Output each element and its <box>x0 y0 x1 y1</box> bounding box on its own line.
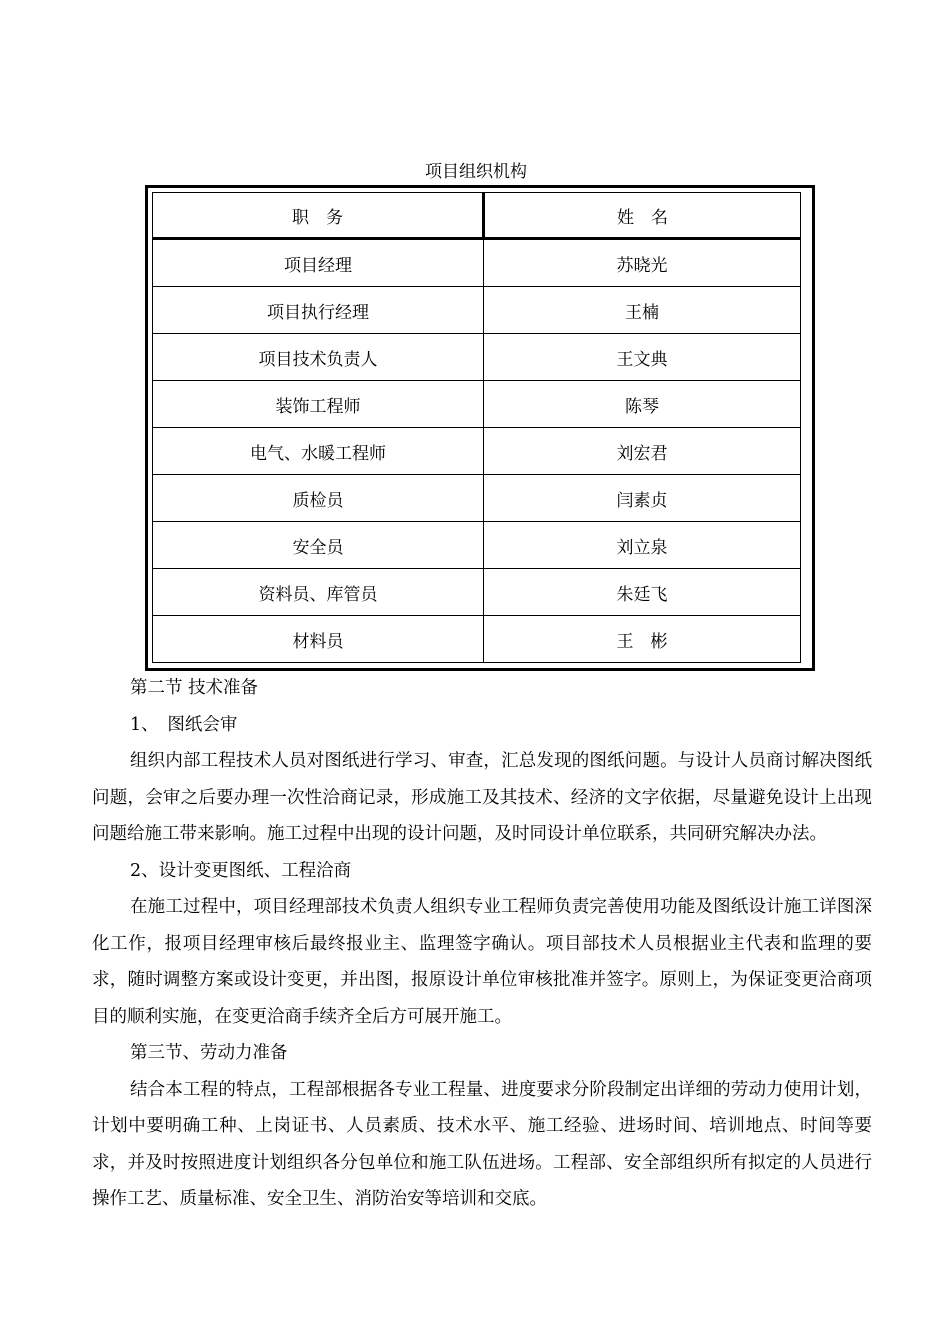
section-title: 第二节 技术准备 <box>130 678 259 698</box>
table-row <box>153 475 801 522</box>
table-row <box>153 428 801 475</box>
table-row <box>153 569 801 616</box>
cell-role: 安全员 <box>153 522 484 569</box>
cell-name: 闫素贞 <box>484 475 801 522</box>
paragraph: 在施工过程中，项目经理部技术负责人组织专业工程师负责完善使用功能及图纸设计施工详图深化工作，报项目经理审核后最终报业主、监理签字确认。项目部技术人员根据业主代表和监理的要求，随时调整方案或设计变更，并出图，报原设计单位审核批准并签字。原则上，为保证变更洽商项目的顺利实施，在变更洽商手续齐全后方可展开施工。 <box>92 897 872 1027</box>
cell-role: 材料员 <box>153 616 484 663</box>
cell-role: 项目执行经理 <box>153 287 484 334</box>
cell-name: 王楠 <box>484 287 801 334</box>
item-title: 2、设计变更图纸、工程洽商 <box>130 860 352 881</box>
cell-name: 王文典 <box>484 334 801 381</box>
paragraph: 结合本工程的特点，工程部根据各专业工程量、进度要求分阶段制定出详细的劳动力使用计划，计划中要明确工种、上岗证书、人员素质、技术水平、施工经验、进场时间、培训地点、时间等要求，并及时按照进度计划组织各分包单位和施工队伍进场。工程部、安全部组织所有拟定的人员进行操作工艺、质量标准、安全卫生、消防治安等培训和交底。 <box>92 1079 872 1209</box>
table-caption: 项目组织机构 <box>425 162 527 182</box>
table-row <box>153 239 801 287</box>
cell-name: 朱廷飞 <box>484 569 801 616</box>
cell-role: 装饰工程师 <box>153 381 484 428</box>
header-role: 职 务 <box>153 193 484 239</box>
org-table <box>152 192 801 663</box>
body-text <box>92 670 872 1218</box>
table-row <box>153 381 801 428</box>
cell-name: 陈琴 <box>484 381 801 428</box>
item-title: 1、 图纸会审 <box>130 714 238 735</box>
table-header-row <box>153 193 801 239</box>
paragraph: 组织内部工程技术人员对图纸进行学习、审查，汇总发现的图纸问题。与设计人员商讨解决图纸问题，会审之后要办理一次性洽商记录，形成施工及其技术、经济的文字依据，尽量避免设计上出现问题给施工带来影响。施工过程中出现的设计问题，及时同设计单位联系，共同研究解决办法。 <box>92 751 872 844</box>
table-row <box>153 334 801 381</box>
table-row <box>153 287 801 334</box>
cell-role: 项目技术负责人 <box>153 334 484 381</box>
cell-name: 刘宏君 <box>484 428 801 475</box>
table-row <box>153 522 801 569</box>
cell-name: 王 彬 <box>484 616 801 663</box>
org-table-frame <box>145 185 815 671</box>
cell-name: 刘立泉 <box>484 522 801 569</box>
cell-name: 苏晓光 <box>484 239 801 287</box>
cell-role: 资料员、库管员 <box>153 569 484 616</box>
table-row <box>153 616 801 663</box>
header-name: 姓 名 <box>484 193 801 239</box>
cell-role: 质检员 <box>153 475 484 522</box>
section-title: 第三节、劳动力准备 <box>130 1043 288 1063</box>
cell-role: 电气、水暖工程师 <box>153 428 484 475</box>
cell-role: 项目经理 <box>153 239 484 287</box>
